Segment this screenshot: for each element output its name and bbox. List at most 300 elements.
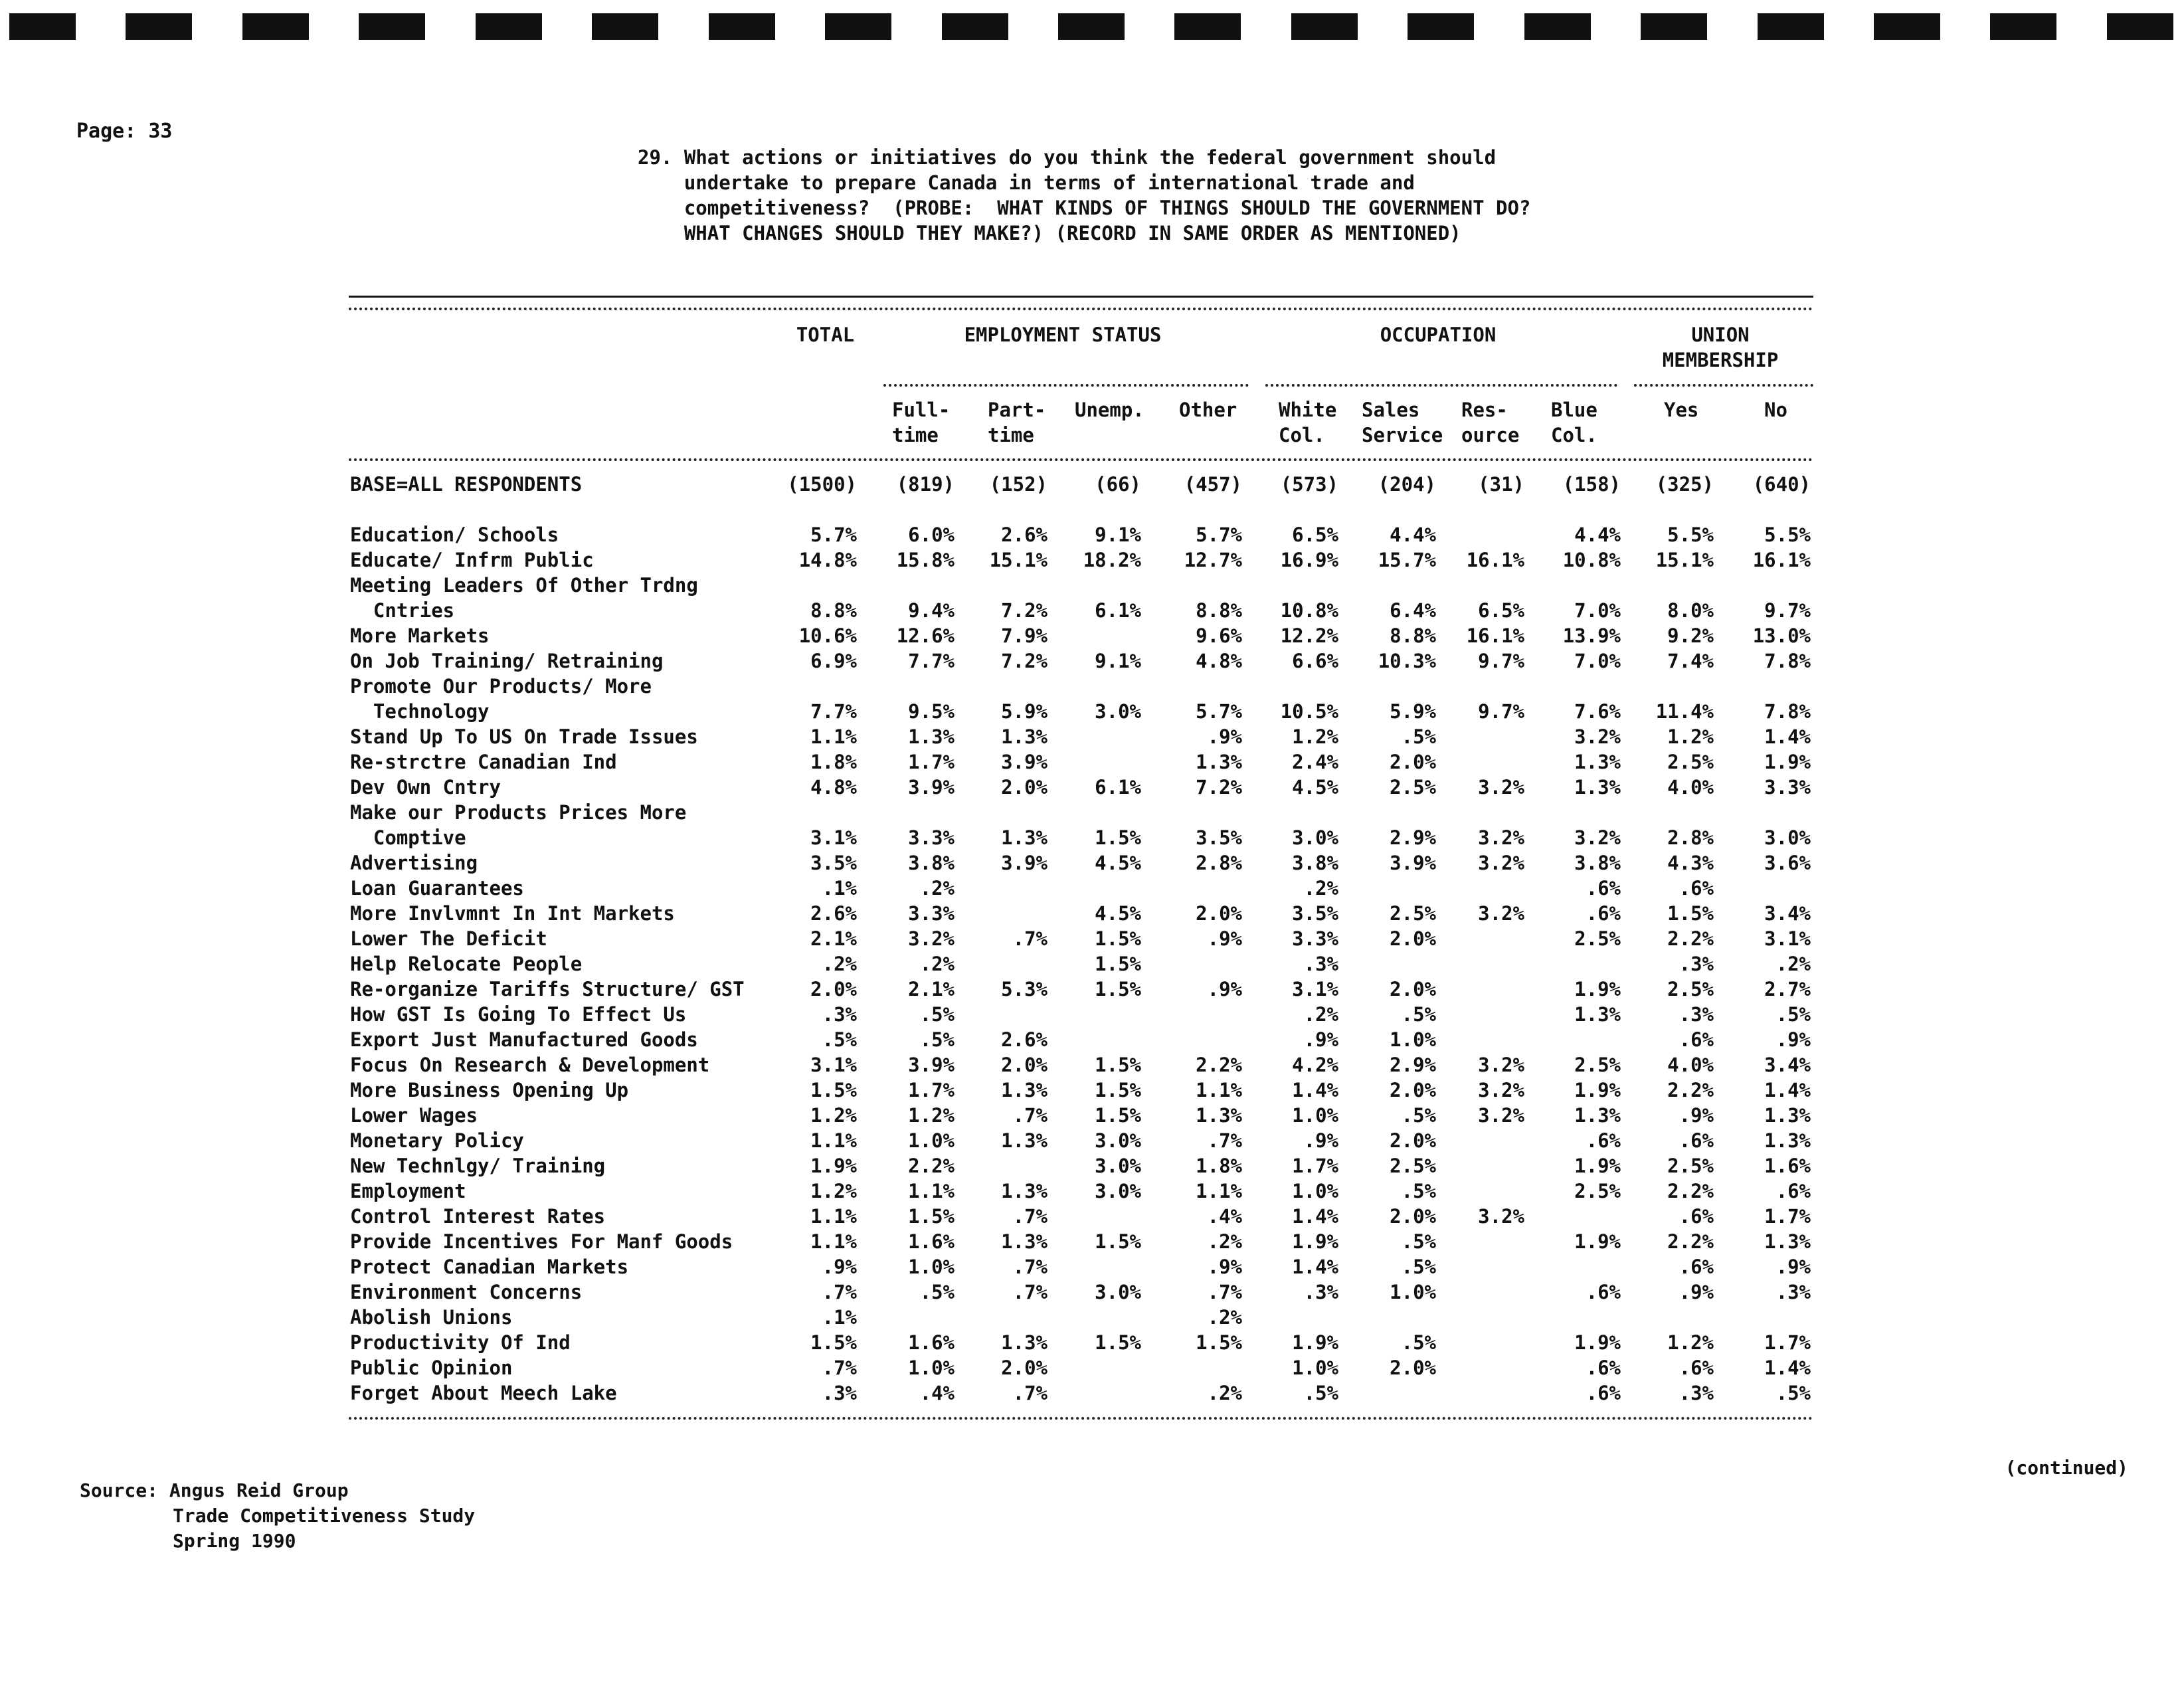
employment-underline [883, 384, 1249, 387]
table-cell: 3.8% [1292, 852, 1338, 874]
table-cell: .9% [1775, 1256, 1811, 1278]
binding-mark [242, 13, 309, 40]
table-cell: 1.3% [1764, 1230, 1811, 1253]
table-cell: 4.8% [1196, 650, 1242, 672]
table-cell: .6% [1586, 1281, 1621, 1303]
table-row-label: Lower Wages [350, 1104, 478, 1127]
table-cell: 1.3% [1001, 725, 1047, 748]
table-row-label: Meeting Leaders Of Other Trdng [350, 574, 698, 597]
table-cell: .4% [919, 1382, 955, 1404]
table-cell: 7.0% [1574, 599, 1621, 622]
header-occupation: OCCUPATION [1380, 324, 1497, 346]
table-cell: 9.5% [908, 700, 955, 723]
table-cell: 2.5% [1667, 751, 1714, 773]
table-cell: 1.9% [1574, 1230, 1621, 1253]
table-cell: (204) [1378, 473, 1436, 496]
table-cell: 1.0% [1292, 1104, 1338, 1127]
table-cell: 9.6% [1196, 624, 1242, 647]
table-cell: 1.1% [810, 1205, 857, 1228]
table-cell: (1500) [787, 473, 857, 496]
header-bottom-dash [349, 458, 1813, 461]
table-cell: 1.3% [1574, 776, 1621, 798]
table-cell: 1.2% [1667, 1331, 1714, 1354]
column-subheader: Sales [1362, 399, 1420, 421]
table-cell: .6% [1586, 1129, 1621, 1152]
table-cell: 9.1% [1095, 650, 1141, 672]
table-cell: 3.3% [1292, 927, 1338, 950]
table-cell: 5.7% [1196, 523, 1242, 546]
table-cell: 3.8% [908, 852, 955, 874]
table-cell: 16.1% [1466, 549, 1524, 571]
table-cell: 2.7% [1764, 978, 1811, 1000]
binding-mark [1174, 13, 1241, 40]
table-cell: .2% [1303, 877, 1338, 899]
table-cell: 7.8% [1764, 650, 1811, 672]
table-cell: 1.5% [1095, 1104, 1141, 1127]
table-cell: 12.2% [1280, 624, 1338, 647]
table-cell: .6% [1679, 1205, 1714, 1228]
table-cell: 1.0% [908, 1129, 955, 1152]
table-cell: 7.2% [1001, 599, 1047, 622]
table-cell: 3.0% [1095, 700, 1141, 723]
table-cell: 3.0% [1095, 1129, 1141, 1152]
table-cell: .5% [1303, 1382, 1338, 1404]
table-cell: .5% [1775, 1382, 1811, 1404]
table-cell: .5% [919, 1003, 955, 1026]
header-employment-status: EMPLOYMENT STATUS [964, 324, 1162, 346]
table-row-label: Provide Incentives For Manf Goods [350, 1230, 733, 1253]
table-cell: .5% [919, 1028, 955, 1051]
table-row-label: Employment [350, 1180, 466, 1202]
table-cell: 1.9% [1764, 751, 1811, 773]
table-cell: 4.3% [1667, 852, 1714, 874]
table-cell: 3.4% [1764, 1054, 1811, 1076]
table-cell: 2.8% [1667, 826, 1714, 849]
table-cell: 1.5% [1095, 1054, 1141, 1076]
binding-mark [1291, 13, 1358, 40]
table-row-label: Dev Own Cntry [350, 776, 501, 798]
table-row-label: Make our Products Prices More [350, 801, 687, 824]
table-row-label: Stand Up To US On Trade Issues [350, 725, 698, 748]
table-cell: 3.9% [908, 1054, 955, 1076]
table-cell: 1.5% [810, 1079, 857, 1101]
table-cell: .3% [1303, 1281, 1338, 1303]
table-cell: .6% [1586, 1357, 1621, 1379]
table-cell: .3% [1679, 953, 1714, 975]
header-total: TOTAL [796, 324, 855, 346]
table-cell: 1.2% [810, 1104, 857, 1127]
question-text [638, 145, 1530, 246]
table-cell: 1.9% [1292, 1230, 1338, 1253]
table-row-label: Forget About Meech Lake [350, 1382, 617, 1404]
table-row-label: Export Just Manufactured Goods [350, 1028, 698, 1051]
column-subheader: Col. [1551, 424, 1597, 446]
table-cell: .5% [1401, 1104, 1436, 1127]
table-cell: 1.3% [1574, 1104, 1621, 1127]
table-cell: (640) [1752, 473, 1811, 496]
binding-mark [1874, 13, 1940, 40]
table-cell: 1.1% [908, 1180, 955, 1202]
table-cell: 1.6% [1764, 1155, 1811, 1177]
table-cell: .5% [1401, 1003, 1436, 1026]
table-cell: 1.0% [1390, 1028, 1436, 1051]
table-cell: 1.5% [1095, 826, 1141, 849]
table-cell: 3.2% [1478, 1205, 1524, 1228]
table-cell: 3.5% [810, 852, 857, 874]
table-cell: .5% [1401, 1256, 1436, 1278]
table-cell: .9% [1679, 1281, 1714, 1303]
column-subheader: time [892, 424, 939, 446]
table-cell: 1.3% [1001, 1129, 1047, 1152]
table-cell: .7% [1012, 1382, 1047, 1404]
binding-mark [2107, 13, 2173, 40]
question-line: What actions or initiatives do you think the federal government should [683, 146, 1497, 169]
table-cell: 7.7% [810, 700, 857, 723]
table-cell: 2.5% [1390, 1155, 1436, 1177]
table-cell: .9% [1207, 725, 1242, 748]
table-row-label: Comptive [350, 826, 466, 849]
table-cell: 2.0% [1390, 978, 1436, 1000]
table-cell: 10.5% [1280, 700, 1338, 723]
table-cell: (457) [1184, 473, 1242, 496]
table-cell: 6.5% [1478, 599, 1524, 622]
table-cell: 3.6% [1764, 852, 1811, 874]
table-cell: 1.9% [1574, 1155, 1621, 1177]
table-cell: 2.0% [1390, 1079, 1436, 1101]
table-cell: 2.5% [1390, 776, 1436, 798]
table-cell: 3.0% [1095, 1180, 1141, 1202]
table-cell: 10.8% [1280, 599, 1338, 622]
table-cell: .1% [822, 1306, 857, 1329]
table-cell: 1.4% [1764, 1357, 1811, 1379]
table-cell: .2% [1207, 1230, 1242, 1253]
table-cell: .9% [1207, 978, 1242, 1000]
table-cell: 1.4% [1292, 1205, 1338, 1228]
continued-note: (continued) [2005, 1457, 2128, 1479]
table-cell: 3.2% [1478, 1104, 1524, 1127]
table-row-label: Productivity Of Ind [350, 1331, 571, 1354]
table-cell: .7% [1207, 1129, 1242, 1152]
table-cell: .7% [1207, 1281, 1242, 1303]
table-cell: 10.6% [798, 624, 857, 647]
table-cell: 3.0% [1764, 826, 1811, 849]
table-cell: (573) [1280, 473, 1338, 496]
table-cell: .6% [1679, 877, 1714, 899]
binding-mark [359, 13, 425, 40]
binding-mark [592, 13, 658, 40]
table-cell: .3% [822, 1003, 857, 1026]
table-cell: 1.0% [1292, 1180, 1338, 1202]
table-cell: 1.2% [1292, 725, 1338, 748]
table-cell: 9.7% [1764, 599, 1811, 622]
table-cell: .2% [1207, 1382, 1242, 1404]
table-cell: 2.0% [1390, 1129, 1436, 1152]
table-cell: 1.5% [1095, 1331, 1141, 1354]
table-cell: 3.3% [1764, 776, 1811, 798]
table-cell: 2.6% [1001, 523, 1047, 546]
table-cell: 1.3% [1001, 1079, 1047, 1101]
table-cell: 1.5% [1095, 927, 1141, 950]
binding-mark [1990, 13, 2056, 40]
table-cell: 2.2% [1667, 927, 1714, 950]
binding-mark [942, 13, 1008, 40]
table-cell: 3.3% [908, 902, 955, 925]
table-cell: .9% [1207, 927, 1242, 950]
question-number: 29. [638, 146, 673, 169]
table-cell: 2.2% [1667, 1180, 1714, 1202]
table-cell: 3.3% [908, 826, 955, 849]
table-cell: 2.2% [1196, 1054, 1242, 1076]
table-cell: 2.0% [1001, 776, 1047, 798]
table-cell: 7.7% [908, 650, 955, 672]
table-cell: 6.1% [1095, 599, 1141, 622]
table-cell: 7.2% [1001, 650, 1047, 672]
table-cell: 15.8% [896, 549, 955, 571]
table-cell: 4.5% [1292, 776, 1338, 798]
table-cell: (158) [1562, 473, 1621, 496]
table-row-label: On Job Training/ Retraining [350, 650, 664, 672]
table-cell: 1.3% [1574, 751, 1621, 773]
table-cell: 1.3% [1574, 1003, 1621, 1026]
header-union-2: MEMBERSHIP [1662, 349, 1779, 371]
table-cell: 1.9% [1292, 1331, 1338, 1354]
binding-mark [476, 13, 542, 40]
table-row-label: Re-organize Tariffs Structure/ GST [350, 978, 745, 1000]
table-cell: .3% [1775, 1281, 1811, 1303]
table-row-label: Abolish Unions [350, 1306, 513, 1329]
table-cell: 2.5% [1574, 1054, 1621, 1076]
table-cell: (819) [896, 473, 955, 496]
table-cell: .5% [822, 1028, 857, 1051]
table-cell: 9.1% [1095, 523, 1141, 546]
table-cell: 15.1% [1655, 549, 1714, 571]
table-cell: 1.5% [1196, 1331, 1242, 1354]
header-union-1: UNION [1691, 324, 1750, 346]
table-cell: 3.9% [1001, 852, 1047, 874]
table-cell: 3.2% [1478, 776, 1524, 798]
table-cell: .5% [1775, 1003, 1811, 1026]
table-cell: 6.6% [1292, 650, 1338, 672]
table-cell: .2% [822, 953, 857, 975]
table-cell: 1.3% [1001, 1180, 1047, 1202]
table-cell: .3% [822, 1382, 857, 1404]
table-cell: 3.1% [1292, 978, 1338, 1000]
table-cell: 9.7% [1478, 700, 1524, 723]
table-cell: .7% [1012, 1104, 1047, 1127]
table-cell: 1.5% [1095, 1230, 1141, 1253]
table-cell: 2.0% [1390, 1357, 1436, 1379]
table-cell: 1.7% [908, 751, 955, 773]
table-cell: 4.4% [1390, 523, 1436, 546]
table-cell: 6.5% [1292, 523, 1338, 546]
table-cell: 1.6% [908, 1230, 955, 1253]
table-cell: 3.2% [1478, 1054, 1524, 1076]
table-cell: .5% [919, 1281, 955, 1303]
table-cell: 4.5% [1095, 902, 1141, 925]
table-cell: 10.8% [1562, 549, 1621, 571]
table-cell: 2.5% [1574, 927, 1621, 950]
table-cell: 5.7% [1196, 700, 1242, 723]
column-subheader: Unemp. [1075, 399, 1144, 421]
table-cell: 4.4% [1574, 523, 1621, 546]
table-cell: .7% [1012, 1281, 1047, 1303]
table-cell: 1.4% [1764, 1079, 1811, 1101]
binding-marks [9, 13, 2173, 40]
table-cell: 1.1% [810, 1230, 857, 1253]
table-cell: 5.5% [1764, 523, 1811, 546]
table-row-label: Technology [350, 700, 490, 723]
table-cell: .2% [1775, 953, 1811, 975]
table-cell: 1.4% [1292, 1256, 1338, 1278]
source-label: Source: [80, 1479, 159, 1501]
table-cell: 2.8% [1196, 852, 1242, 874]
table-cell: 3.9% [1001, 751, 1047, 773]
table-cell: 1.9% [1574, 1079, 1621, 1101]
table-cell: 1.1% [810, 1129, 857, 1152]
union-underline [1634, 384, 1813, 387]
binding-mark [1408, 13, 1474, 40]
table-cell: .6% [1679, 1129, 1714, 1152]
table-cell: 1.9% [1574, 1331, 1621, 1354]
table-cell: 1.3% [1764, 1129, 1811, 1152]
table-cell: .6% [1586, 877, 1621, 899]
table-cell: 1.2% [810, 1180, 857, 1202]
table-cell: .2% [919, 877, 955, 899]
table-cell: 8.8% [1196, 599, 1242, 622]
table-cell: .6% [1679, 1028, 1714, 1051]
table-cell: 1.3% [1196, 751, 1242, 773]
table-cell: 2.5% [1667, 1155, 1714, 1177]
table-cell: 1.7% [1764, 1331, 1811, 1354]
table-cell: 2.1% [908, 978, 955, 1000]
table-row-label: Focus On Research & Development [350, 1054, 710, 1076]
table-cell: .5% [1401, 1331, 1436, 1354]
table-cell: .3% [1679, 1382, 1714, 1404]
table-cell: 4.8% [810, 776, 857, 798]
column-subheader: time [988, 424, 1034, 446]
table-cell: .5% [1401, 1230, 1436, 1253]
table-cell: .2% [1207, 1306, 1242, 1329]
table-cell: 1.3% [1196, 1104, 1242, 1127]
table-cell: 6.9% [810, 650, 857, 672]
table-cell: 2.9% [1390, 1054, 1436, 1076]
table-cell: 1.8% [810, 751, 857, 773]
base-row-label: BASE=ALL RESPONDENTS [350, 473, 583, 496]
table-cell: 1.8% [1196, 1155, 1242, 1177]
column-subheader: ource [1461, 424, 1520, 446]
table-cell: .2% [919, 953, 955, 975]
table-cell: .9% [1303, 1129, 1338, 1152]
table-cell: .6% [1775, 1180, 1811, 1202]
table-cell: 1.4% [1764, 725, 1811, 748]
table-cell: 3.9% [1390, 852, 1436, 874]
table-cell: 5.9% [1390, 700, 1436, 723]
table-cell: 1.5% [1095, 978, 1141, 1000]
table-cell: 2.5% [1390, 902, 1436, 925]
table-cell: 2.0% [810, 978, 857, 1000]
table-cell: .7% [1012, 927, 1047, 950]
table-cell: .3% [1303, 953, 1338, 975]
table-cell: 2.5% [1667, 978, 1714, 1000]
question-line: competitiveness? (PROBE: WHAT KINDS OF THINGS SHOULD THE GOVERNMENT DO? [683, 197, 1531, 219]
table-cell: 3.0% [1095, 1281, 1141, 1303]
table-cell: 3.1% [1764, 927, 1811, 950]
table-cell: 15.7% [1378, 549, 1436, 571]
table-cell: 6.0% [908, 523, 955, 546]
table-cell: 3.2% [1478, 902, 1524, 925]
table-cell: 4.5% [1095, 852, 1141, 874]
table-cell: 2.6% [810, 902, 857, 925]
table-cell: (325) [1655, 473, 1714, 496]
table-cell: 2.0% [1390, 927, 1436, 950]
table-row-label: More Invlvmnt In Int Markets [350, 902, 675, 925]
table-row-label: Control Interest Rates [350, 1205, 606, 1228]
table-cell: 5.9% [1001, 700, 1047, 723]
table-top-dash [349, 308, 1813, 310]
table-top-rule [349, 296, 1813, 298]
table-cell: 12.7% [1184, 549, 1242, 571]
table-cell: 2.9% [1390, 826, 1436, 849]
table-row-label: More Markets [350, 624, 490, 647]
column-subheader: Full- [892, 399, 951, 421]
table-cell: 1.5% [1095, 953, 1141, 975]
table-cell: 3.1% [810, 826, 857, 849]
table-row-label: How GST Is Going To Effect Us [350, 1003, 687, 1026]
table-cell: 9.7% [1478, 650, 1524, 672]
table-cell: 2.0% [1196, 902, 1242, 925]
table-cell: 7.2% [1196, 776, 1242, 798]
table-cell: 1.6% [908, 1331, 955, 1354]
table-cell: 5.3% [1001, 978, 1047, 1000]
table-cell: 2.0% [1390, 1205, 1436, 1228]
table-cell: 8.8% [1390, 624, 1436, 647]
table-cell: .6% [1679, 1357, 1714, 1379]
table-cell: 16.9% [1280, 549, 1338, 571]
table-cell: 1.5% [1095, 1079, 1141, 1101]
binding-mark [9, 13, 76, 40]
table-cell: 3.5% [1292, 902, 1338, 925]
table-cell: .5% [1401, 1180, 1436, 1202]
table-cell: 16.1% [1752, 549, 1811, 571]
table-cell: .9% [1775, 1028, 1811, 1051]
table-cell: .9% [1207, 1256, 1242, 1278]
table-cell: 6.4% [1390, 599, 1436, 622]
table-cell: 3.2% [1478, 1079, 1524, 1101]
column-subheader: Res- [1461, 399, 1508, 421]
table-cell: 1.0% [1292, 1357, 1338, 1379]
table-cell: 2.0% [1001, 1054, 1047, 1076]
table-cell: .4% [1207, 1205, 1242, 1228]
table-cell: 2.4% [1292, 751, 1338, 773]
binding-mark [1524, 13, 1591, 40]
table-cell: 1.5% [810, 1331, 857, 1354]
source-line-2: Trade Competitiveness Study [173, 1505, 476, 1527]
table-cell: 1.3% [1001, 1331, 1047, 1354]
table-cell: 1.0% [908, 1256, 955, 1278]
table-row-label: More Business Opening Up [350, 1079, 629, 1101]
table-row-label: Public Opinion [350, 1357, 513, 1379]
table-cell: 3.2% [1478, 826, 1524, 849]
table-cell: 8.0% [1667, 599, 1714, 622]
table-row-label: Re-strctre Canadian Ind [350, 751, 617, 773]
table-row-label: Education/ Schools [350, 523, 559, 546]
table-cell: 9.4% [908, 599, 955, 622]
table-cell: 1.7% [1764, 1205, 1811, 1228]
column-subheader: Part- [988, 399, 1046, 421]
table-row-label: New Technlgy/ Training [350, 1155, 606, 1177]
table-cell: 1.1% [1196, 1079, 1242, 1101]
source-block [80, 1478, 475, 1554]
